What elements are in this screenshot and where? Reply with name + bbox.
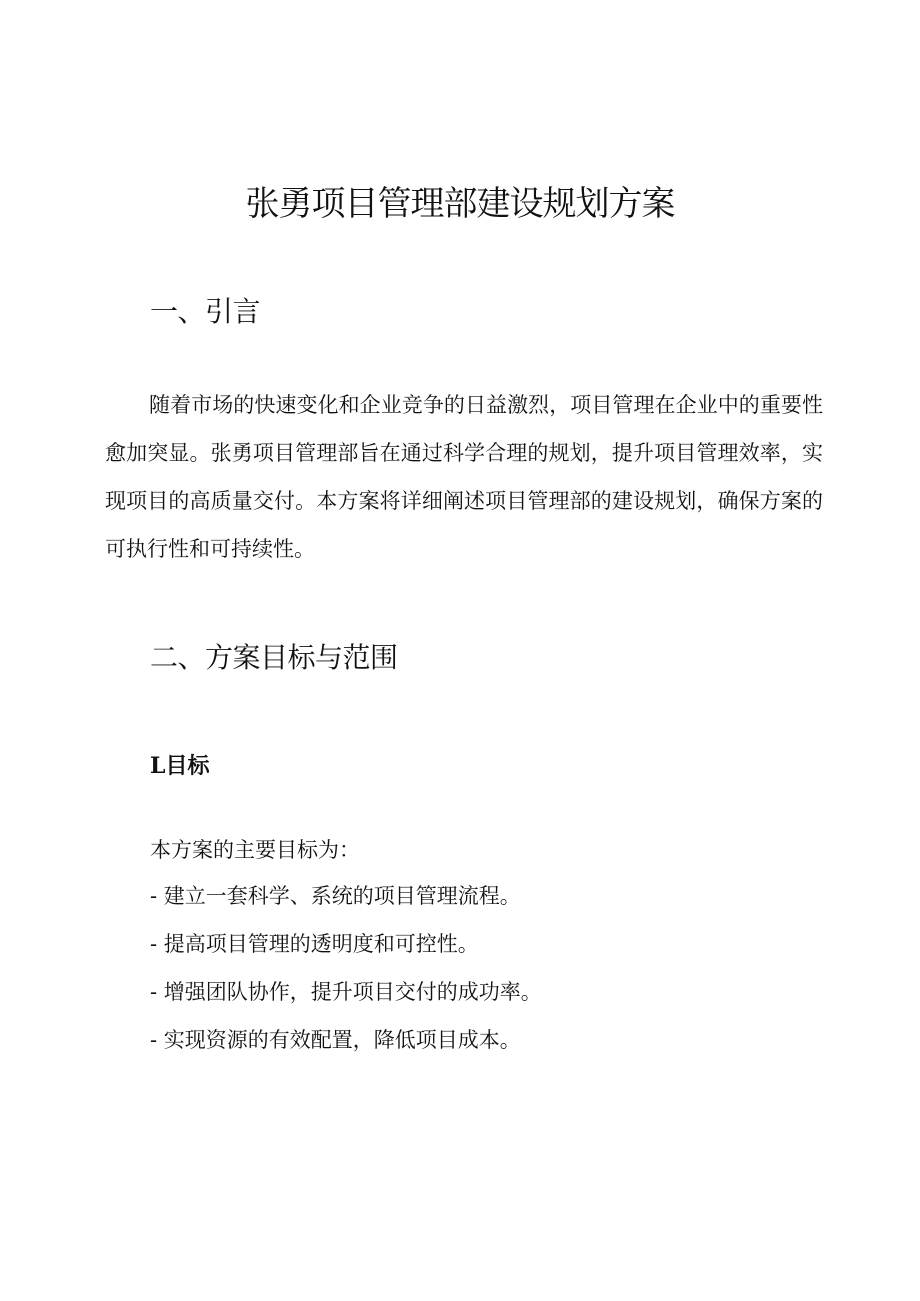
list-item: - 实现资源的有效配置，降低项目成本。: [150, 1028, 521, 1052]
goals-lead-text: 本方案的主要目标为：: [150, 838, 360, 862]
list-item: - 增强团队协作，提升项目交付的成功率。: [150, 980, 542, 1004]
section-heading-goals-scope: 二、方案目标与范围: [150, 641, 398, 674]
introduction-paragraph: 随着市场的快速变化和企业竞争的日益激烈，项目管理在企业中的重要性愈加突显。张勇项目管理部旨在通过科学合理的规划，提升项目管理效率，实现项目的高质量交付。本方案将详细阐述项目管理部的建设规划，确保方案的可执行性和可持续性。: [105, 393, 823, 561]
list-item: - 提高项目管理的透明度和可控性。: [150, 932, 479, 956]
subsection-heading-goals: L目标: [150, 753, 210, 779]
section-heading-introduction: 一、引言: [150, 295, 261, 328]
goals-list: [150, 872, 542, 1064]
list-item: - 建立一套科学、系统的项目管理流程。: [150, 884, 521, 908]
document-title: 张勇项目管理部建设规划方案: [245, 184, 675, 224]
